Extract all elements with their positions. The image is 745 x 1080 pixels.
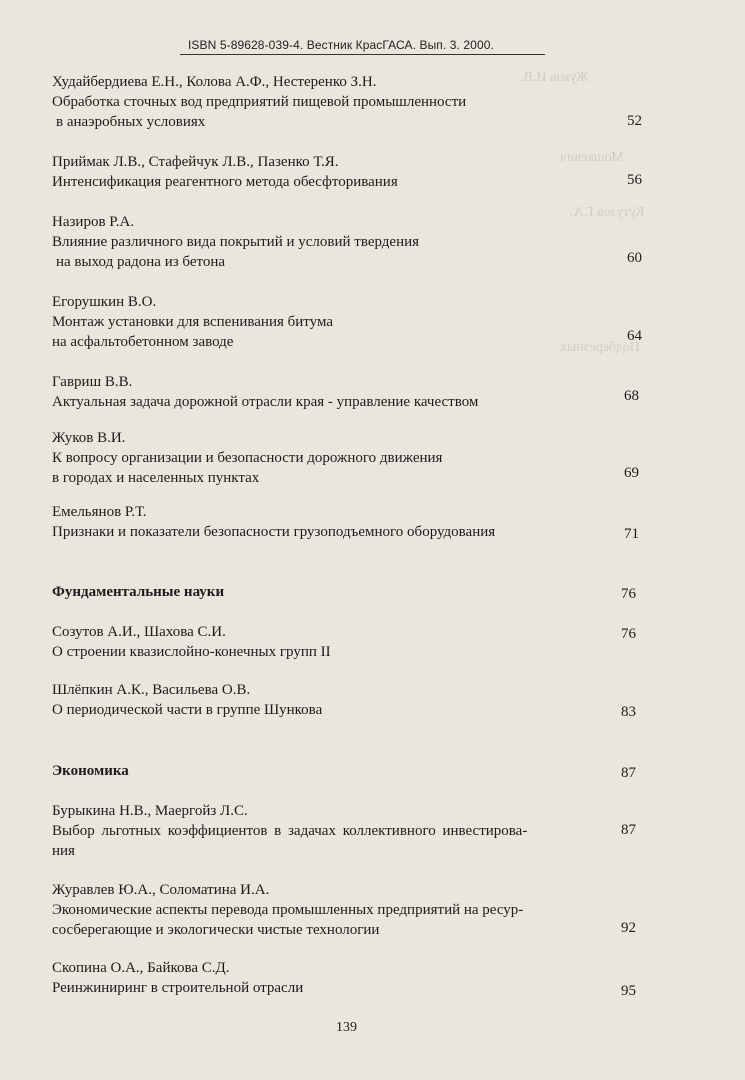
entry-page-number: 76 [621, 626, 636, 642]
toc-entry [52, 680, 652, 720]
entry-title-line: Интенсификация реагентного метода обесфторивания [52, 174, 398, 190]
entry-authors: Скопина О.А., Байкова С.Д. [52, 960, 230, 976]
entry-title-line: Признаки и показатели безопасности грузоподъемного оборудования [52, 524, 496, 540]
entry-authors: Журавлев Ю.А., Соломатина И.А. [52, 882, 270, 898]
toc-entry [52, 880, 652, 940]
entry-title-line: К вопросу организации и безопасности дорожного движения [52, 450, 443, 466]
entry-page-number: 60 [627, 250, 642, 266]
toc-entry [52, 622, 652, 662]
entry-authors: Гавриш В.В. [52, 374, 133, 390]
entry-authors: Емельянов Р.Т. [52, 504, 147, 520]
entry-authors: Бурыкина Н.В., Маергойз Л.С. [52, 803, 248, 819]
toc-entry [52, 372, 652, 412]
entry-page-number: 83 [621, 704, 636, 720]
entry-authors: Созутов А.И., Шахова С.И. [52, 624, 226, 640]
entry-title-line: Влияние различного вида покрытий и условий твердения [52, 234, 420, 250]
entry-page-number: 64 [627, 328, 642, 344]
toc-entry [52, 292, 652, 352]
toc-entry [52, 502, 652, 542]
show-through-artifact: Подберезных [560, 340, 640, 355]
entry-title-line: Обработка сточных вод предприятий пищевой промышленности [52, 94, 467, 110]
section-page-number: 87 [621, 765, 636, 781]
folio-page-number: 139 [336, 1020, 357, 1035]
entry-page-number: 52 [627, 113, 642, 129]
entry-title-line: сосберегающие и экологически чистые технологии [52, 922, 380, 938]
toc-entry [52, 428, 652, 488]
entry-title-line: Монтаж установки для вспенивания битума [52, 314, 334, 330]
entry-page-number: 71 [624, 526, 639, 542]
header-divider [180, 54, 545, 55]
entry-authors: Назиров Р.А. [52, 214, 135, 230]
entry-page-number: 92 [621, 920, 636, 936]
entry-title-line: Экономические аспекты перевода промышленных предприятий на ресур- [52, 902, 524, 918]
entry-title-line: Реинжиниринг в строительной отрасли [52, 980, 304, 996]
section-heading: Экономика [52, 763, 129, 779]
toc-entry [52, 801, 652, 861]
toc-entry [52, 152, 652, 192]
entry-page-number: 95 [621, 983, 636, 999]
entry-title-line: на асфальтобетонном заводе [52, 334, 234, 350]
entry-title-line: ния [52, 843, 75, 859]
entry-authors: Шлёпкин А.К., Васильева О.В. [52, 682, 251, 698]
entry-title-line: О строении квазислойно-конечных групп II [52, 644, 331, 660]
entry-title-line: на выход радона из бетона [56, 254, 226, 270]
entry-page-number: 69 [624, 465, 639, 481]
entry-title-line: в анаэробных условиях [56, 114, 206, 130]
entry-title-line: в городах и населенных пунктах [52, 470, 260, 486]
entry-authors: Жуков В.И. [52, 430, 126, 446]
entry-authors: Егорушкин В.О. [52, 294, 157, 310]
toc-entry [52, 72, 652, 132]
section-page-number: 76 [621, 586, 636, 602]
entry-page-number: 68 [624, 388, 639, 404]
entry-authors: Приймак Л.В., Стафейчук Л.В., Пазенко Т.Я. [52, 154, 339, 170]
entry-authors: Худайбердиева Е.Н., Колова А.Ф., Нестеренко З.Н. [52, 74, 377, 90]
show-through-artifact: Жуков И.В. [520, 70, 589, 85]
show-through-artifact: Кутузов Г.А. [570, 205, 645, 220]
entry-page-number: 87 [621, 822, 636, 838]
toc-entry [52, 212, 652, 272]
toc-entry [52, 958, 652, 998]
show-through-artifact: Мошкевич [560, 150, 624, 165]
entry-page-number: 56 [627, 172, 642, 188]
section-heading: Фундаментальные науки [52, 584, 225, 600]
entry-title-line: Выбор льготных коэффициентов в задачах коллективного инвестирова- [52, 823, 528, 839]
entry-title-line: Актуальная задача дорожной отрасли края - управление качеством [52, 394, 479, 410]
running-header: ISBN 5-89628-039-4. Вестник КрасГАСА. Вып. 3. 2000. [188, 38, 494, 52]
entry-title-line: О периодической части в группе Шункова [52, 702, 323, 718]
